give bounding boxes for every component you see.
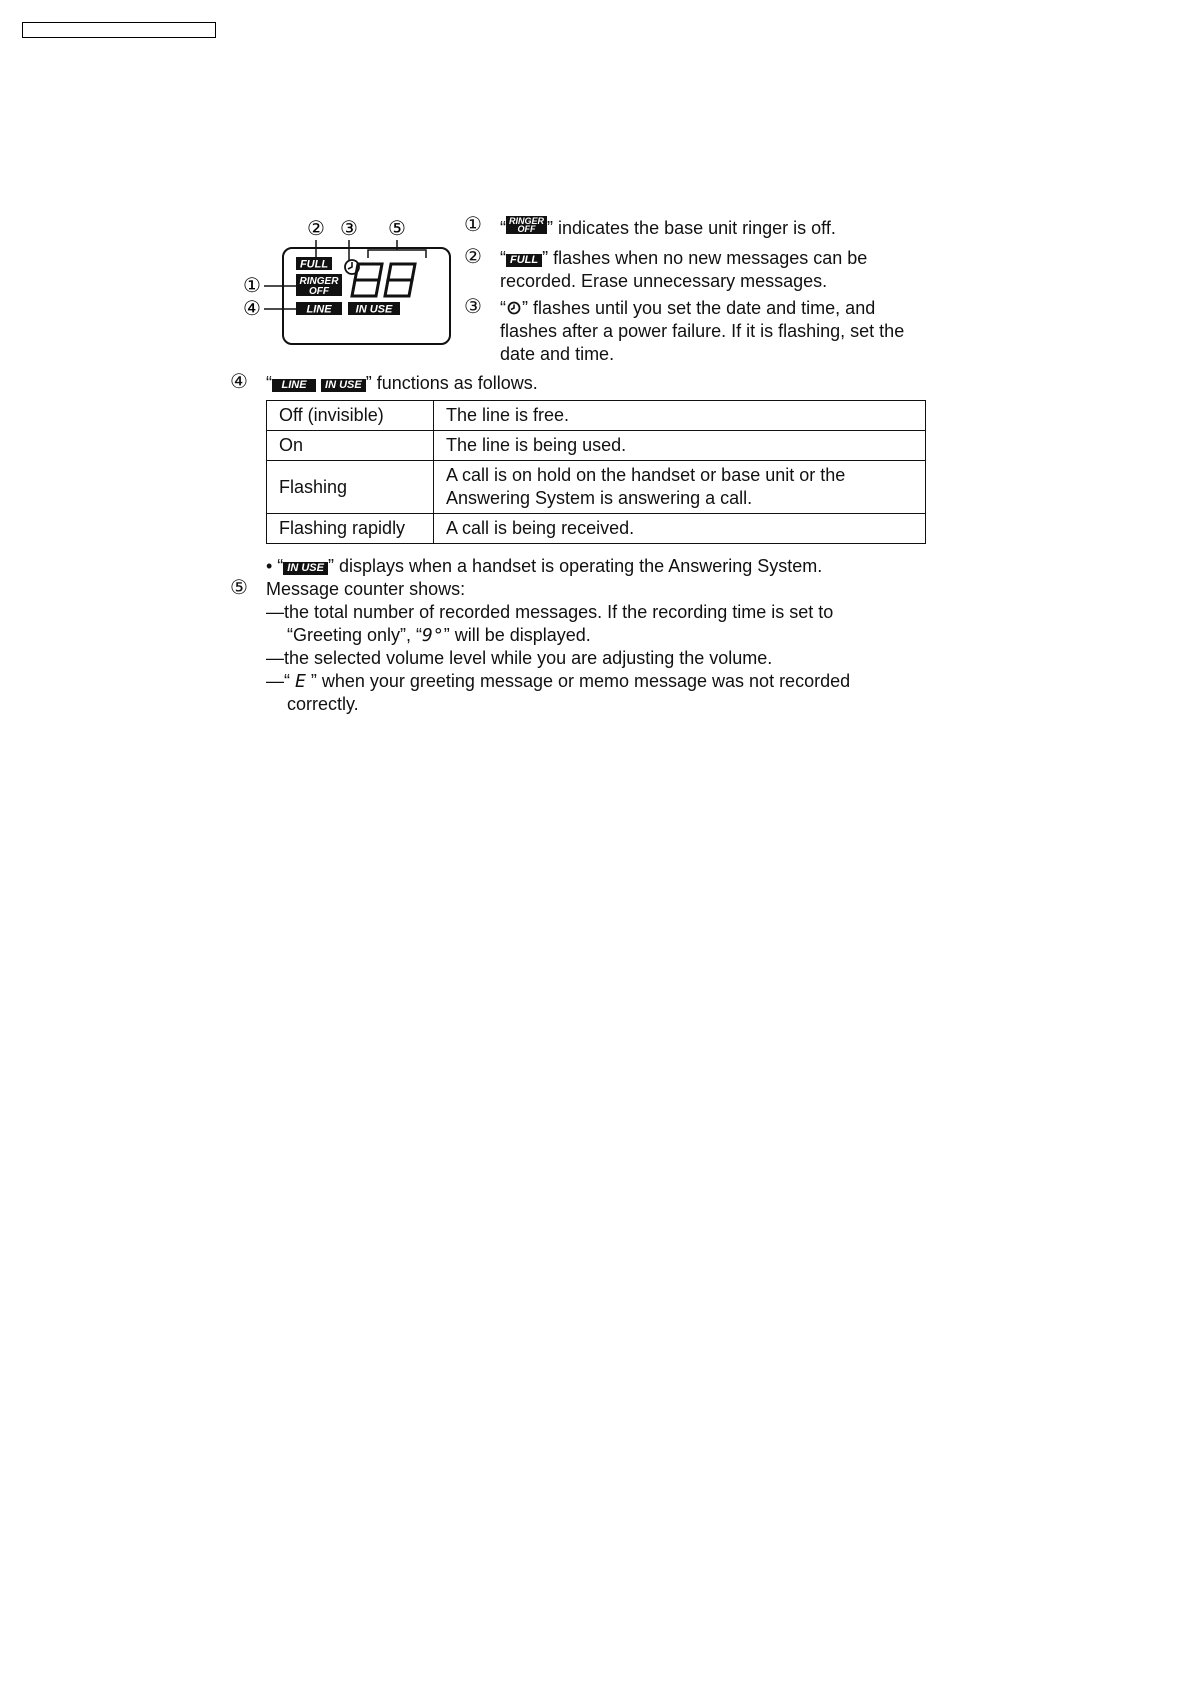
in-use-note: • “ IN USE ” displays when a handset is operating the Answering System. xyxy=(266,556,823,576)
full-indicator: FULL xyxy=(299,258,329,271)
callout-4: ④ xyxy=(243,296,261,320)
segment-9-glyph: 9° xyxy=(422,625,444,646)
table-cell-meaning: The line is free. xyxy=(434,401,926,431)
table-cell-meaning: A call is being received. xyxy=(434,514,926,544)
item-5-heading: Message counter shows: xyxy=(266,579,466,599)
line-badge: LINE xyxy=(272,379,316,392)
display-diagram xyxy=(230,212,462,347)
in-use-indicator: IN USE xyxy=(355,303,393,316)
line-status-table xyxy=(266,400,926,544)
item-5-marker: ⑤ xyxy=(230,577,248,599)
item-4-text: “ LINE IN USE ” functions as follows. xyxy=(266,373,538,393)
item-2-text: “ FULL ” flashes when no new messages can be xyxy=(500,248,868,268)
table-cell-meaning: The line is being used. xyxy=(434,431,926,461)
item-2-text-line2: recorded. Erase unnecessary messages. xyxy=(500,271,828,291)
item-3-text-line3: date and time. xyxy=(500,344,615,364)
callout-3: ③ xyxy=(340,216,358,240)
callout-5: ⑤ xyxy=(388,216,406,240)
callout-2: ② xyxy=(307,216,325,240)
ringer-off-badge: RINGER OFF xyxy=(506,216,547,234)
table-row xyxy=(267,461,926,514)
counter-detail-3b: correctly. xyxy=(287,694,359,714)
seven-segment-digits xyxy=(352,264,415,296)
header-box xyxy=(22,22,216,38)
item-3-text-line2: flashes after a power failure. If it is flashing, set the xyxy=(500,321,905,341)
item-3-marker: ③ xyxy=(464,296,482,318)
callout-1: ① xyxy=(243,273,261,297)
counter-detail-1b: “Greeting only”, “9°” will be displayed. xyxy=(287,625,591,646)
item-3-text: “ ” flashes until you set the date and time, and xyxy=(500,298,876,318)
table-cell-state: Off (invisible) xyxy=(267,401,434,431)
table-cell-state: Flashing xyxy=(267,461,434,514)
table-row xyxy=(267,431,926,461)
clock-icon xyxy=(506,301,522,315)
table-cell-meaning: A call is on hold on the handset or base unit or the Answering System is answering a call. xyxy=(434,461,926,514)
item-2-marker: ② xyxy=(464,246,482,268)
table-cell-state: On xyxy=(267,431,434,461)
in-use-badge: IN USE xyxy=(283,562,328,575)
table-row xyxy=(267,514,926,544)
item-4-marker: ④ xyxy=(230,371,248,393)
table-row xyxy=(267,401,926,431)
line-indicator: LINE xyxy=(306,303,332,316)
ringer-indicator-line2: OFF xyxy=(309,286,329,297)
full-badge: FULL xyxy=(506,254,542,267)
item-1-marker: ① xyxy=(464,214,482,236)
table-cell-state: Flashing rapidly xyxy=(267,514,434,544)
ringer-indicator-line1: RINGER xyxy=(299,276,339,287)
counter-detail-2: —the selected volume level while you are adjusting the volume. xyxy=(266,648,773,668)
counter-detail-3: —“ E ” when your greeting message or memo message was not recorded xyxy=(266,671,851,692)
counter-detail-1: —the total number of recorded messages. If the recording time is set to xyxy=(266,602,834,622)
segment-e-glyph: E xyxy=(295,671,306,692)
in-use-badge: IN USE xyxy=(321,379,366,392)
item-1-text: “ RINGER OFF ” indicates the base unit ringer is off. xyxy=(500,216,836,238)
